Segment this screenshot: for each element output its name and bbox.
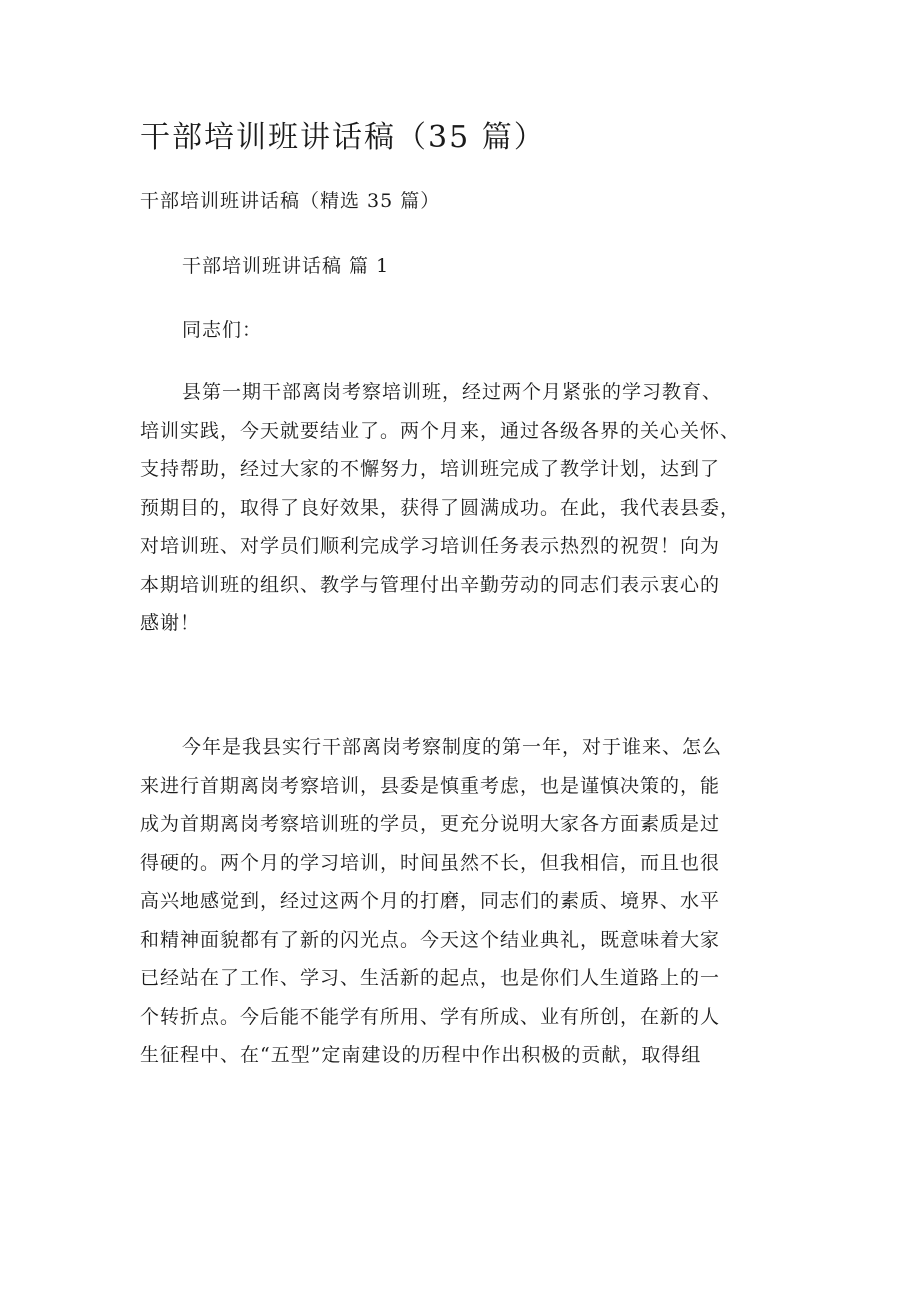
paragraph-line: 生征程中、在“五型”定南建设的历程中作出积极的贡献，取得组 — [140, 1044, 702, 1066]
paragraph-line: 个转折点。今后能不能学有所用、学有所成、业有所创，在新的人 — [140, 1005, 721, 1028]
paragraph-line: 预期目的，取得了良好效果，获得了圆满成功。在此，我代表县委， — [140, 496, 741, 519]
paragraph-line: 成为首期离岗考察培训班的学员，更充分说明大家各方面素质是过 — [140, 813, 721, 835]
section-heading: 干部培训班讲话稿 篇 1 — [182, 255, 390, 277]
paragraph-line: 培训实践，今天就要结业了。两个月来，通过各级各界的关心关怀、 — [140, 419, 741, 442]
paragraph-line: 和精神面貌都有了新的闪光点。今天这个结业典礼，既意味着大家 — [140, 928, 721, 951]
paragraph-line: 高兴地感觉到，经过这两个月的打磨，同志们的素质、境界、水平 — [140, 890, 721, 912]
document-title: 干部培训班讲话稿（35 篇） — [140, 120, 546, 155]
paragraph-line: 得硬的。两个月的学习培训，时间虽然不长，但我相信，而且也很 — [140, 851, 721, 874]
document-subtitle: 干部培训班讲话稿（精选 35 篇） — [140, 190, 441, 212]
paragraph-line: 县第一期干部离岗考察培训班，经过两个月紧张的学习教育、 — [182, 381, 723, 403]
paragraph-line: 支持帮助，经过大家的不懈努力，培训班完成了教学计划，达到了 — [140, 458, 721, 480]
paragraph-2 — [140, 728, 800, 1075]
paragraph-1 — [140, 373, 800, 643]
paragraph-line: 对培训班、对学员们顺利完成学习培训任务表示热烈的祝贺！向为 — [140, 535, 721, 557]
paragraph-line: 感谢！ — [140, 612, 201, 634]
paragraph-line: 已经站在了工作、学习、生活新的起点，也是你们人生道路上的一 — [140, 967, 721, 989]
paragraph-line: 本期培训班的组织、教学与管理付出辛勤劳动的同志们表示衷心的 — [140, 573, 721, 596]
paragraph-line: 今年是我县实行干部离岗考察制度的第一年，对于谁来、怎么 — [182, 736, 723, 758]
paragraph-line: 来进行首期离岗考察培训，县委是慎重考虑，也是谨慎决策的，能 — [140, 774, 721, 797]
greeting: 同志们： — [182, 319, 263, 341]
